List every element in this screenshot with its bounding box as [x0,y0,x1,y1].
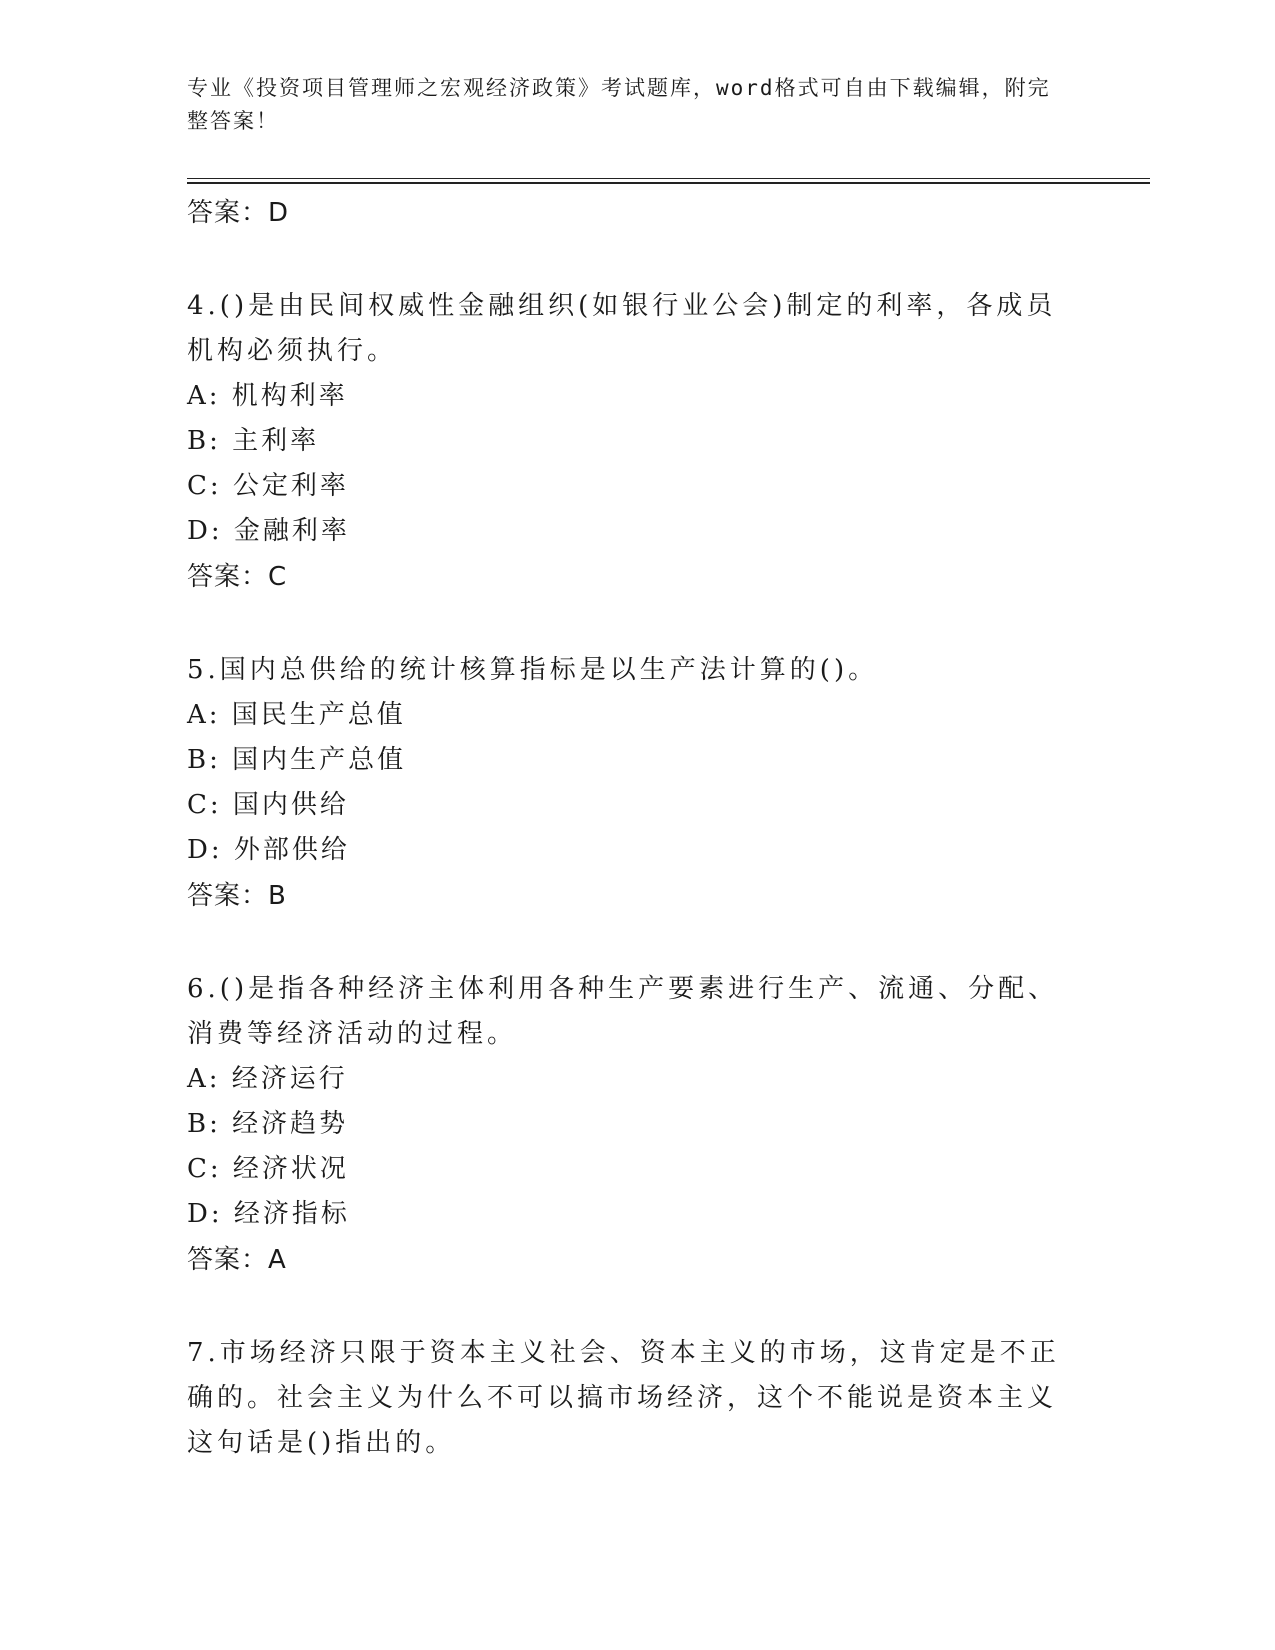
question-stem: 4.()是由民间权威性金融组织(如银行业公会)制定的利率，各成员机构必须执行。 [187,291,1057,366]
option-d: D: 外部供给 [187,835,350,865]
answer-line: 答案：D [187,198,290,228]
option-c: C: 经济状况 [187,1154,349,1184]
question-7 [187,1331,1067,1466]
question-stem: 5.国内总供给的统计核算指标是以生产法计算的()。 [187,655,879,685]
header-divider-thick [187,182,1150,184]
answer-line: 答案：A [187,1245,287,1275]
option-a: A: 经济运行 [187,1064,348,1094]
question-stem: 7.市场经济只限于资本主义社会、资本主义的市场，这肯定是不正确的。社会主义为什么不可以搞市场经济，这个不能说是资本主义这句话是()指出的。 [187,1338,1060,1458]
document-header [187,72,1067,138]
question-5 [187,648,1067,919]
answer-line: 答案：C [187,562,288,592]
option-d: D: 经济指标 [187,1199,350,1229]
header-text: 专业《投资项目管理师之宏观经济政策》考试题库，word格式可自由下载编辑，附完整答案！ [187,76,1051,133]
question-6 [187,967,1067,1283]
header-divider-thin [187,178,1150,179]
option-c: C: 公定利率 [187,471,349,501]
option-d: D: 金融利率 [187,516,350,546]
question-list [187,190,1067,1466]
option-a: A: 机构利率 [187,381,348,411]
question-stem: 6.()是指各种经济主体利用各种生产要素进行生产、流通、分配、消费等经济活动的过程。 [187,974,1059,1049]
option-b: B: 经济趋势 [187,1109,349,1139]
answer-line: 答案：B [187,881,287,911]
question-4 [187,284,1067,600]
option-b: B: 主利率 [187,426,320,456]
option-b: B: 国内生产总值 [187,745,407,775]
option-a: A: 国民生产总值 [187,700,406,730]
option-c: C: 国内供给 [187,790,349,820]
